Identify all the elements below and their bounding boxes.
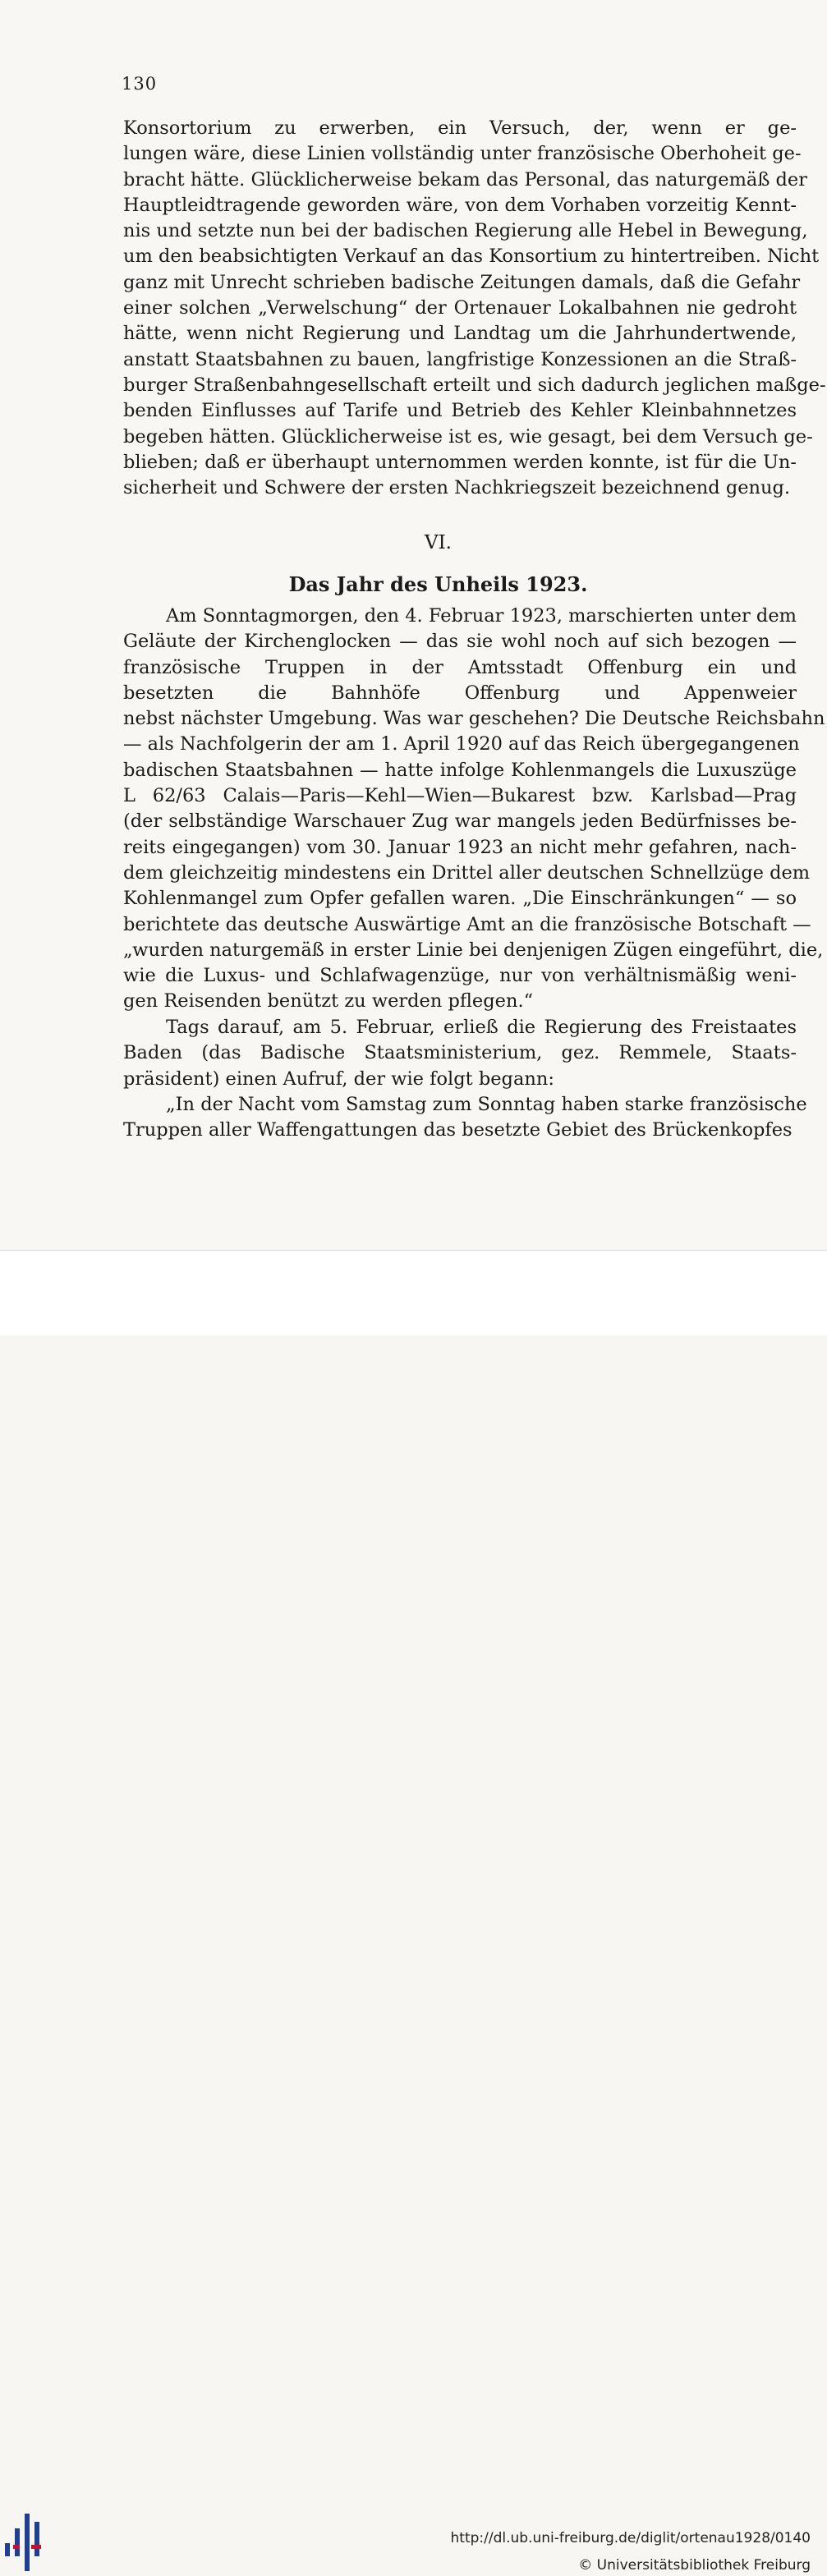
section-number: VI. [424, 532, 452, 553]
text-line: einer solchen „Verwelschung“ der Ortenauer Lokalbahnen nie gedroht [123, 297, 797, 319]
text-line: blieben; daß er überhaupt unternommen werden konnte, ist für die Un- [123, 451, 797, 473]
text-line: Truppen aller Waffengattungen das besetzte Gebiet des Brückenkopfes [123, 1119, 793, 1141]
text-line: „In der Nacht vom Samstag zum Sonntag haben starke französische [166, 1094, 807, 1115]
text-line: präsident) einen Aufruf, der wie folgt begann: [123, 1068, 554, 1090]
text-line: — als Nachfolgerin der am 1. April 1920 auf das Reich übergegangenen [123, 733, 800, 755]
text-line: Tags darauf, am 5. Februar, erließ die Regierung des Freistaates [166, 1017, 797, 1038]
scanned-page [0, 0, 827, 1250]
paragraph-4 [123, 1092, 807, 1144]
text-line: berichtete das deutsche Auswärtige Amt an die französische Botschaft — [123, 913, 811, 935]
text-line: Geläute der Kirchenglocken — das sie wohl noch auf sich bezogen — [123, 631, 797, 653]
text-line: nis und setzte nun bei der badischen Regierung alle Hebel in Bewegung, [123, 220, 808, 242]
text-line: Konsortorium zu erwerben, ein Versuch, der, wenn er ge- [123, 117, 797, 139]
text-line: ganz mit Unrecht schrieben badische Zeitungen damals, daß die Gefahr [123, 271, 801, 293]
text-line: Hauptleidtragende geworden wäre, von dem Vorhaben vorzeitig Kennt- [123, 194, 797, 216]
text-line: Kohlenmangel zum Opfer gefallen waren. „Die Einschränkungen“ — so [123, 888, 797, 910]
text-line: Am Sonntagmorgen, den 4. Februar 1923, marschierten unter dem [166, 605, 797, 627]
text-line: Baden (das Badische Staatsministerium, gez. Remmele, Staats- [123, 1042, 797, 1064]
footer-url-link[interactable]: http://dl.ub.uni-freiburg.de/diglit/ortenau1928/0140 [450, 2530, 811, 2546]
text-line: hätte, wenn nicht Regierung und Landtag um die Jahrhundertwende, [123, 323, 797, 345]
text-line: wie die Luxus- und Schlafwagenzüge, nur von verhältnismäßig weni- [123, 965, 797, 987]
text-line: französische Truppen in der Amtsstadt Offenburg ein und [123, 656, 797, 678]
footer-copyright: © Universitätsbibliothek Freiburg [578, 2557, 811, 2574]
paragraph-2 [123, 604, 825, 1015]
text-line: badischen Staatsbahnen — hatte infolge Kohlenmangels die Luxuszüge [123, 759, 797, 781]
text-line: benden Einflusses auf Tarife und Betrieb des Kehler Kleinbahnnetzes [123, 400, 797, 422]
text-line: reits eingegangen) vom 30. Januar 1923 an nicht mehr gefahren, nach- [123, 836, 797, 858]
text-line: dem gleichzeitig mindestens ein Drittel aller deutschen Schnellzüge dem [123, 861, 811, 884]
text-line: lungen wäre, diese Linien vollständig unter französische Oberhoheit ge- [123, 143, 802, 165]
section-title: Das Jahr des Unheils 1923. [288, 572, 588, 596]
text-line: begeben hätten. Glücklicherweise ist es, wie gesagt, bei dem Versuch ge- [123, 425, 813, 448]
footer [0, 1250, 827, 2574]
university-library-logo-icon [2, 2510, 49, 2576]
text-line: sicherheit und Schwere der ersten Nachkriegszeit bezeichnend genug. [123, 477, 791, 499]
text-line: burger Straßenbahngesellschaft erteilt und sich dadurch jeglichen maßge- [123, 374, 826, 396]
text-line: L 62/63 Calais—Paris—Kehl—Wien—Bukarest bzw. Karlsbad—Prag [123, 785, 797, 807]
text-line: um den beabsichtigten Verkauf an das Konsortium zu hintertreiben. Nicht [123, 246, 820, 268]
text-line: „wurden naturgemäß in erster Linie bei denjenigen Zügen eingeführt, die, [123, 939, 824, 961]
text-line: besetzten die Bahnhöfe Offenburg und Appenweier [123, 682, 797, 704]
text-line: gen Reisenden benützt zu werden pflegen.“ [123, 990, 534, 1012]
paragraph-3 [123, 1015, 797, 1092]
text-line: nebst nächster Umgebung. Was war geschehen? Die Deutsche Reichsbahn [123, 708, 825, 730]
text-line: (der selbständige Warschauer Zug war mangels jeden Bedürfnisses be- [123, 810, 797, 833]
page-number: 130 [122, 74, 158, 94]
text-line: bracht hätte. Glücklicherweise bekam das Personal, das naturgemäß der [123, 168, 808, 191]
paragraph-1 [123, 116, 826, 501]
text-line: anstatt Staatsbahnen zu bauen, langfristige Konzessionen an die Straß- [123, 348, 797, 370]
